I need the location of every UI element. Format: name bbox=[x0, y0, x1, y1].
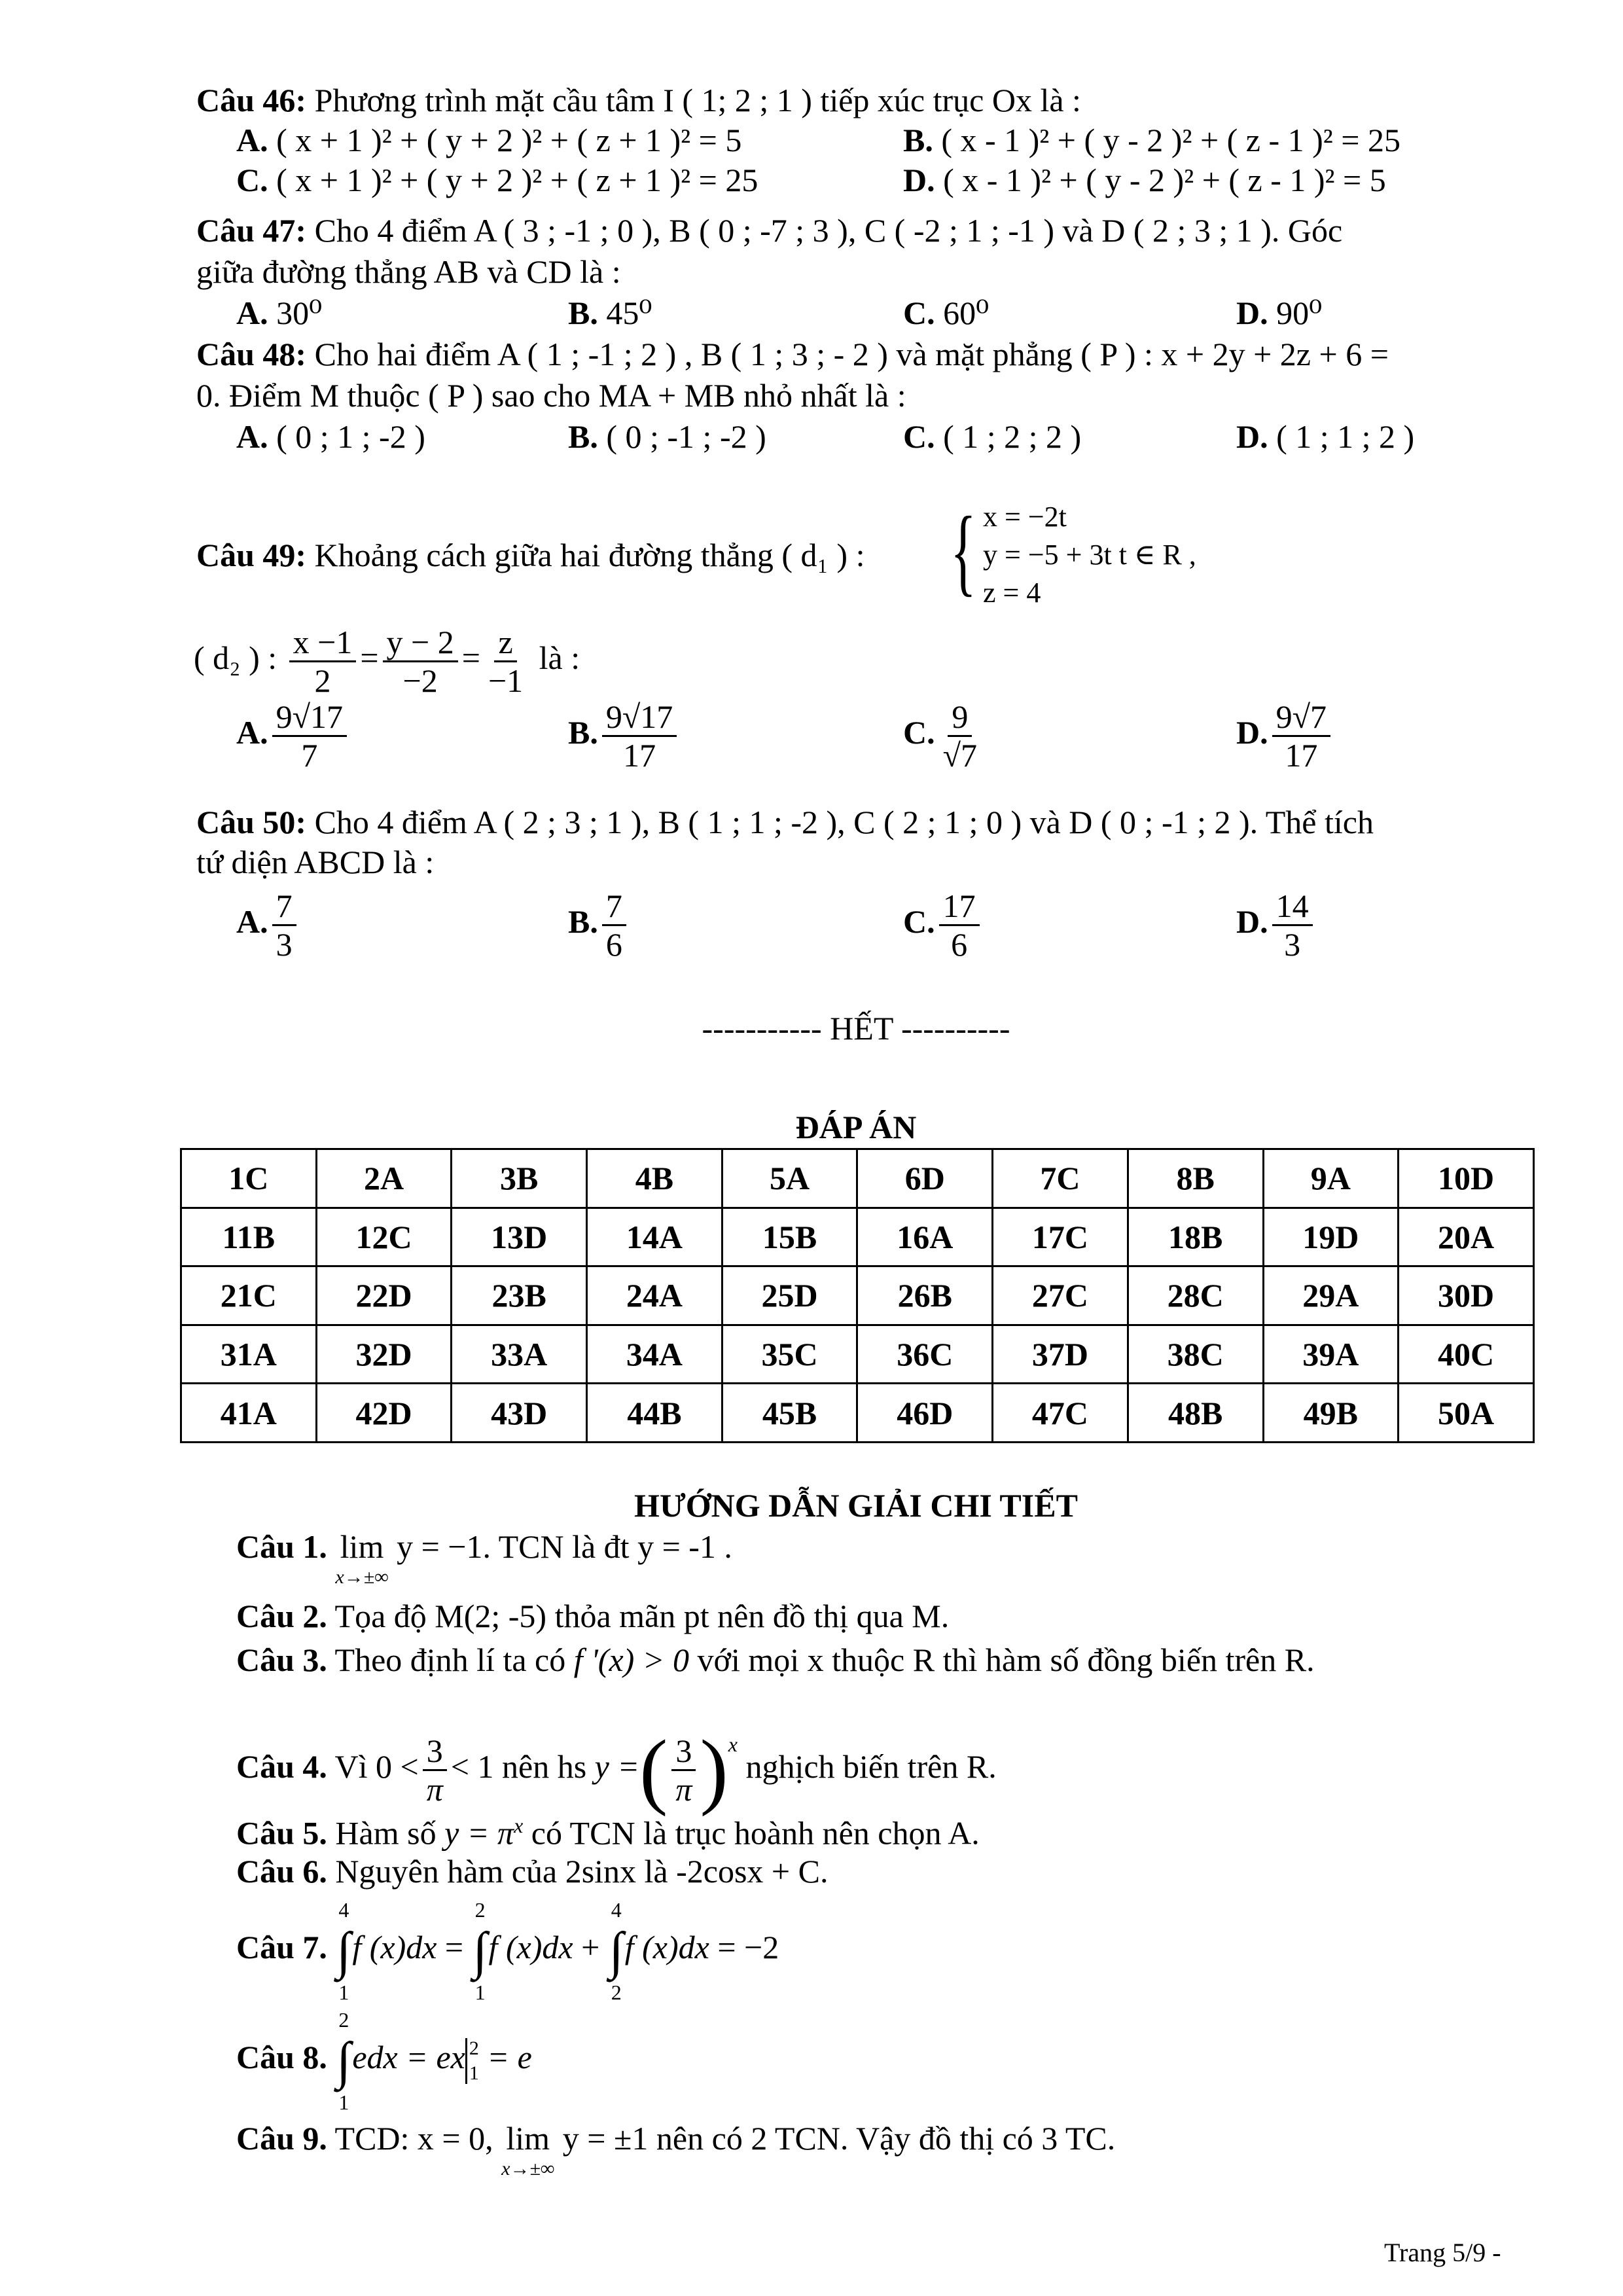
lower-limit: 1 bbox=[338, 1980, 349, 2004]
option-letter: B. bbox=[568, 418, 598, 455]
numerator: x −1 bbox=[289, 624, 357, 662]
question-label: Câu 46: bbox=[196, 82, 307, 118]
answer-cell: 9A bbox=[1263, 1149, 1399, 1208]
answer-cell: 44B bbox=[587, 1384, 722, 1443]
answer-cell: 7C bbox=[993, 1149, 1128, 1208]
equals: = bbox=[360, 639, 379, 676]
d2-end: là : bbox=[539, 639, 580, 676]
denominator: π bbox=[675, 1771, 692, 1808]
answer-cell: 47C bbox=[993, 1384, 1128, 1443]
answer-cell: 12C bbox=[316, 1208, 452, 1266]
upper-limit: 2 bbox=[469, 2037, 479, 2059]
integral bbox=[336, 1898, 351, 2004]
answer-cell: 17C bbox=[993, 1208, 1128, 1266]
integral bbox=[473, 1898, 488, 2004]
question-text-cont: 0. Điểm M thuộc ( P ) sao cho MA + MB nhỏ nhất là : bbox=[196, 377, 906, 414]
answer-cell: 28C bbox=[1128, 1266, 1263, 1325]
option-letter: C. bbox=[903, 418, 935, 455]
answer-cell: 2A bbox=[316, 1149, 452, 1208]
option-a bbox=[236, 696, 351, 774]
solution-label: Câu 5. bbox=[236, 1814, 327, 1852]
equals: = bbox=[461, 639, 480, 676]
lim-text: lim bbox=[506, 2120, 550, 2157]
answer-row bbox=[181, 1266, 1534, 1325]
answer-cell: 3B bbox=[452, 1149, 587, 1208]
solution-1 bbox=[236, 1526, 732, 1587]
upper-limit: 2 bbox=[338, 2007, 349, 2032]
upper-limit: 4 bbox=[338, 1897, 349, 1922]
option-letter: A. bbox=[236, 714, 268, 751]
answer-row bbox=[181, 1149, 1534, 1208]
option-b bbox=[568, 416, 766, 457]
fraction bbox=[939, 698, 981, 774]
option-d bbox=[1236, 416, 1414, 457]
answer-cell: 37D bbox=[993, 1325, 1128, 1384]
lim-text: lim bbox=[340, 1528, 384, 1565]
solution-label: Câu 4. bbox=[236, 1748, 327, 1785]
integral bbox=[336, 2008, 351, 2114]
solution-text: TCD: x = 0, bbox=[334, 2120, 493, 2157]
solution-label: Câu 7. bbox=[236, 1929, 327, 1965]
option-text: ( x - 1 )² + ( y - 2 )² + ( z - 1 )² = 5 bbox=[943, 162, 1386, 198]
integrand: f (x)dx bbox=[488, 1929, 573, 1965]
answer-cell: 23B bbox=[452, 1266, 587, 1325]
y-expr: y = π bbox=[444, 1814, 514, 1852]
numerator: 9√7 bbox=[1272, 698, 1330, 737]
answer-cell: 33A bbox=[452, 1325, 587, 1384]
integral-icon: ∫ bbox=[609, 1922, 624, 1980]
numerator: 9 bbox=[948, 698, 972, 737]
answer-cell: 35C bbox=[722, 1325, 857, 1384]
numerator: 7 bbox=[602, 888, 626, 926]
answer-cell: 16A bbox=[857, 1208, 993, 1266]
option-text: ( 0 ; 1 ; -2 ) bbox=[276, 418, 425, 455]
answer-title: ĐÁP ÁN bbox=[795, 1109, 917, 1145]
integrand: edx = ex bbox=[352, 2039, 465, 2075]
question-48 bbox=[196, 333, 1389, 375]
equals: = bbox=[444, 1929, 464, 1965]
option-d bbox=[1236, 886, 1317, 963]
question-label: Câu 49: bbox=[196, 537, 307, 573]
solution-label: Câu 2. bbox=[236, 1598, 327, 1634]
solution-label: Câu 3. bbox=[236, 1641, 327, 1678]
solution-label: Câu 6. bbox=[236, 1853, 327, 1890]
option-b bbox=[568, 292, 652, 334]
option-letter: C. bbox=[903, 714, 935, 751]
solution-5 bbox=[236, 1804, 980, 1854]
solution-6 bbox=[236, 1850, 828, 1892]
answer-cell: 10D bbox=[1399, 1149, 1534, 1208]
question-50 bbox=[196, 801, 1374, 843]
option-d bbox=[1236, 292, 1322, 334]
answer-cell: 38C bbox=[1128, 1325, 1263, 1384]
solution-8 bbox=[236, 2001, 532, 2114]
option-letter: D. bbox=[1236, 418, 1268, 455]
option-text: ( 1 ; 1 ; 2 ) bbox=[1276, 418, 1415, 455]
lower-limit: 1 bbox=[469, 2062, 479, 2084]
denominator: π bbox=[426, 1771, 443, 1808]
answer-cell: 41A bbox=[181, 1384, 317, 1443]
solution-text: y = −1. TCN là đt y = -1 . bbox=[397, 1528, 732, 1565]
line-d1-system bbox=[940, 499, 1196, 611]
option-text: ( x - 1 )² + ( y - 2 )² + ( z - 1 )² = 25 bbox=[941, 122, 1400, 158]
solution-label: Câu 1. bbox=[236, 1528, 327, 1565]
answer-row bbox=[181, 1208, 1534, 1266]
question-text: Cho 4 điểm A ( 3 ; -1 ; 0 ), B ( 0 ; -7 ; 3 ), C ( -2 ; 1 ; -1 ) và D ( 2 ; 3 ; 1 ). Góc bbox=[314, 212, 1343, 249]
answer-cell: 34A bbox=[587, 1325, 722, 1384]
solution-2 bbox=[236, 1595, 949, 1637]
answer-cell: 24A bbox=[587, 1266, 722, 1325]
line-d2 bbox=[194, 622, 580, 699]
question-text: Cho hai điểm A ( 1 ; -1 ; 2 ) , B ( 1 ; 3 ; - 2 ) và mặt phẳng ( P ) : x + 2y + 2z + 6 = bbox=[314, 336, 1389, 372]
solution-7 bbox=[236, 1892, 779, 2004]
answer-cell: 21C bbox=[181, 1266, 317, 1325]
option-letter: D. bbox=[1236, 903, 1268, 940]
numerator: 3 bbox=[423, 1732, 447, 1771]
numerator: 17 bbox=[939, 888, 980, 926]
option-letter: D. bbox=[1236, 714, 1268, 751]
option-a bbox=[236, 886, 300, 963]
limit bbox=[335, 1526, 388, 1587]
question-46 bbox=[196, 79, 1081, 121]
answer-cell: 43D bbox=[452, 1384, 587, 1443]
answer-cell: 19D bbox=[1263, 1208, 1399, 1266]
fraction bbox=[272, 698, 347, 774]
answer-cell: 39A bbox=[1263, 1325, 1399, 1384]
answer-cell: 1C bbox=[181, 1149, 317, 1208]
answer-cell: 36C bbox=[857, 1325, 993, 1384]
solution-text: Tọa độ M(2; -5) thỏa mãn pt nên đồ thị qua M. bbox=[334, 1598, 950, 1634]
denominator: √7 bbox=[942, 737, 978, 774]
end-marker: ----------- HẾT ---------- bbox=[702, 1010, 1010, 1047]
solution-text: có TCN là trục hoành nên chọn A. bbox=[531, 1814, 980, 1852]
result: = −2 bbox=[717, 1929, 779, 1965]
question-label: Câu 47: bbox=[196, 212, 307, 249]
option-letter: A. bbox=[236, 295, 268, 331]
option-text: ( 0 ; -1 ; -2 ) bbox=[606, 418, 766, 455]
option-a bbox=[236, 416, 425, 457]
numerator: 9√17 bbox=[272, 698, 347, 737]
answer-cell: 8B bbox=[1128, 1149, 1263, 1208]
option-letter: C. bbox=[903, 903, 935, 940]
option-text: ( 1 ; 2 ; 2 ) bbox=[943, 418, 1082, 455]
denominator: −2 bbox=[402, 662, 438, 700]
option-text: 45⁰ bbox=[606, 295, 652, 331]
option-letter: A. bbox=[236, 418, 268, 455]
answer-cell: 13D bbox=[452, 1208, 587, 1266]
solution-text: < 1 nên hs bbox=[450, 1748, 587, 1785]
answer-cell: 49B bbox=[1263, 1384, 1399, 1443]
numerator: z bbox=[494, 624, 516, 662]
option-letter: B. bbox=[568, 903, 598, 940]
answer-cell: 26B bbox=[857, 1266, 993, 1325]
solutions-title: HƯỚNG DẪN GIẢI CHI TIẾT bbox=[634, 1487, 1078, 1524]
answer-cell: 15B bbox=[722, 1208, 857, 1266]
system-line: x = −2t bbox=[983, 501, 1067, 533]
option-c bbox=[236, 159, 758, 201]
exponent: x bbox=[514, 1814, 524, 1837]
option-a bbox=[236, 119, 741, 161]
eval-bar bbox=[465, 2038, 479, 2084]
question-text: Cho 4 điểm A ( 2 ; 3 ; 1 ), B ( 1 ; 1 ; -2 ), C ( 2 ; 1 ; 0 ) và D ( 0 ; -1 ; 2 ). Thể tích bbox=[314, 804, 1374, 840]
option-text: ( x + 1 )² + ( y + 2 )² + ( z + 1 )² = 25 bbox=[276, 162, 758, 198]
answer-row bbox=[181, 1384, 1534, 1443]
limit bbox=[501, 2117, 554, 2179]
question-text-cont: giữa đường thẳng AB và CD là : bbox=[196, 253, 621, 290]
fraction bbox=[1272, 698, 1330, 774]
option-text: ( x + 1 )² + ( y + 2 )² + ( z + 1 )² = 5 bbox=[276, 122, 742, 158]
solution-text: Nguyên hàm của 2sinx là -2cosx + C. bbox=[335, 1853, 829, 1890]
solution-text: Vì 0 < bbox=[334, 1748, 419, 1785]
answer-cell: 20A bbox=[1399, 1208, 1534, 1266]
answer-cell: 46D bbox=[857, 1384, 993, 1443]
fraction bbox=[1272, 888, 1313, 963]
lim-sub: x→±∞ bbox=[335, 1566, 389, 1588]
option-b bbox=[568, 886, 630, 963]
denominator: 6 bbox=[605, 926, 622, 963]
exponent: x bbox=[728, 1732, 738, 1756]
answer-cell: 14A bbox=[587, 1208, 722, 1266]
option-c bbox=[903, 696, 985, 774]
numerator: 3 bbox=[671, 1732, 696, 1771]
option-letter: D. bbox=[1236, 295, 1268, 331]
denominator: 17 bbox=[623, 737, 656, 774]
option-letter: B. bbox=[568, 295, 598, 331]
question-49 bbox=[196, 534, 865, 576]
integral bbox=[609, 1898, 624, 2004]
option-c bbox=[903, 416, 1081, 457]
option-letter: A. bbox=[236, 122, 268, 158]
answer-cell: 22D bbox=[316, 1266, 452, 1325]
solution-label: Câu 9. bbox=[236, 2120, 327, 2157]
paren: ( bbox=[639, 1723, 668, 1818]
option-letter: B. bbox=[903, 122, 933, 158]
fraction bbox=[383, 624, 458, 699]
denominator: −1 bbox=[488, 662, 524, 700]
lower-limit: 1 bbox=[338, 2090, 349, 2114]
denominator: 3 bbox=[1284, 926, 1301, 963]
system-line: z = 4 bbox=[983, 577, 1041, 609]
answer-cell: 18B bbox=[1128, 1208, 1263, 1266]
option-letter: C. bbox=[903, 295, 935, 331]
y-expr: y = bbox=[594, 1748, 640, 1785]
option-letter: D. bbox=[903, 162, 935, 198]
d2-label: ( d₂ ) : bbox=[194, 639, 277, 676]
option-text: 60⁰ bbox=[943, 295, 990, 331]
answer-cell: 50A bbox=[1399, 1384, 1534, 1443]
lower-limit: 1 bbox=[474, 1980, 486, 2004]
fraction bbox=[602, 698, 677, 774]
solution-9 bbox=[236, 2117, 1115, 2179]
option-d bbox=[1236, 696, 1334, 774]
derivative-expr: f '(x) > 0 bbox=[573, 1641, 690, 1678]
answer-cell: 48B bbox=[1128, 1384, 1263, 1443]
fraction bbox=[423, 1732, 447, 1808]
question-47 bbox=[196, 209, 1342, 251]
answer-cell: 5A bbox=[722, 1149, 857, 1208]
upper-limit: 2 bbox=[474, 1897, 486, 1922]
numerator: y − 2 bbox=[383, 624, 458, 662]
result: = e bbox=[487, 2039, 532, 2075]
option-text: 30⁰ bbox=[276, 295, 323, 331]
solution-text: với mọi x thuộc R thì hàm số đồng biến trên R. bbox=[697, 1641, 1315, 1678]
solution-3 bbox=[236, 1639, 1315, 1681]
question-text: Phương trình mặt cầu tâm I ( 1; 2 ; 1 ) tiếp xúc trục Ox là : bbox=[314, 82, 1081, 118]
brace-icon: { bbox=[950, 497, 976, 605]
system-line: y = −5 + 3t t ∈ R , bbox=[983, 539, 1196, 571]
fraction bbox=[671, 1732, 696, 1808]
integral-icon: ∫ bbox=[473, 1922, 488, 1980]
solution-text: nghịch biến trên R. bbox=[745, 1748, 997, 1785]
question-text-cont: tứ diện ABCD là : bbox=[196, 844, 435, 880]
solution-label: Câu 8. bbox=[236, 2039, 327, 2075]
option-letter: A. bbox=[236, 903, 268, 940]
integrand: f (x)dx bbox=[624, 1929, 709, 1965]
answer-cell: 27C bbox=[993, 1266, 1128, 1325]
upper-limit: 4 bbox=[611, 1897, 622, 1922]
answer-cell: 11B bbox=[181, 1208, 317, 1266]
answer-cell: 30D bbox=[1399, 1266, 1534, 1325]
integral-icon: ∫ bbox=[336, 2032, 351, 2090]
option-c bbox=[903, 886, 984, 963]
denominator: 6 bbox=[951, 926, 968, 963]
denominator: 2 bbox=[314, 662, 331, 700]
answer-cell: 6D bbox=[857, 1149, 993, 1208]
solution-text: y = ±1 nên có 2 TCN. Vậy đồ thị có 3 TC. bbox=[562, 2120, 1116, 2157]
paren: ) bbox=[700, 1723, 728, 1818]
numerator: 14 bbox=[1272, 888, 1313, 926]
solution-text: Hàm số bbox=[335, 1814, 437, 1852]
page-number: Trang 5/9 - bbox=[1384, 2238, 1501, 2267]
option-letter: B. bbox=[568, 714, 598, 751]
question-label: Câu 48: bbox=[196, 336, 307, 372]
option-b bbox=[903, 119, 1400, 161]
solution-text: Theo định lí ta có bbox=[334, 1641, 566, 1678]
fraction bbox=[289, 624, 357, 699]
integral-icon: ∫ bbox=[336, 1922, 351, 1980]
plus: + bbox=[581, 1929, 600, 1965]
option-b bbox=[568, 696, 681, 774]
answer-cell: 29A bbox=[1263, 1266, 1399, 1325]
answer-cell: 32D bbox=[316, 1325, 452, 1384]
option-text: 90⁰ bbox=[1276, 295, 1323, 331]
fraction bbox=[272, 888, 296, 963]
answer-cell: 31A bbox=[181, 1325, 317, 1384]
numerator: 9√17 bbox=[602, 698, 677, 737]
answer-table bbox=[180, 1148, 1535, 1443]
answer-cell: 42D bbox=[316, 1384, 452, 1443]
answer-cell: 25D bbox=[722, 1266, 857, 1325]
lim-sub: x→±∞ bbox=[501, 2158, 555, 2179]
option-a bbox=[236, 292, 322, 334]
answer-cell: 40C bbox=[1399, 1325, 1534, 1384]
answer-cell: 4B bbox=[587, 1149, 722, 1208]
solution-4 bbox=[236, 1702, 997, 1818]
numerator: 7 bbox=[272, 888, 296, 926]
denominator: 7 bbox=[301, 737, 318, 774]
lower-limit: 2 bbox=[611, 1980, 622, 2004]
fraction bbox=[939, 888, 980, 963]
fraction bbox=[484, 624, 527, 699]
option-letter: C. bbox=[236, 162, 268, 198]
integrand: f (x)dx bbox=[352, 1929, 437, 1965]
question-label: Câu 50: bbox=[196, 804, 307, 840]
answer-row bbox=[181, 1325, 1534, 1384]
option-d bbox=[903, 159, 1386, 201]
option-c bbox=[903, 292, 989, 334]
answer-cell: 45B bbox=[722, 1384, 857, 1443]
question-text: Khoảng cách giữa hai đường thẳng ( d₁ ) : bbox=[314, 537, 865, 573]
denominator: 17 bbox=[1285, 737, 1318, 774]
fraction bbox=[602, 888, 626, 963]
denominator: 3 bbox=[276, 926, 293, 963]
